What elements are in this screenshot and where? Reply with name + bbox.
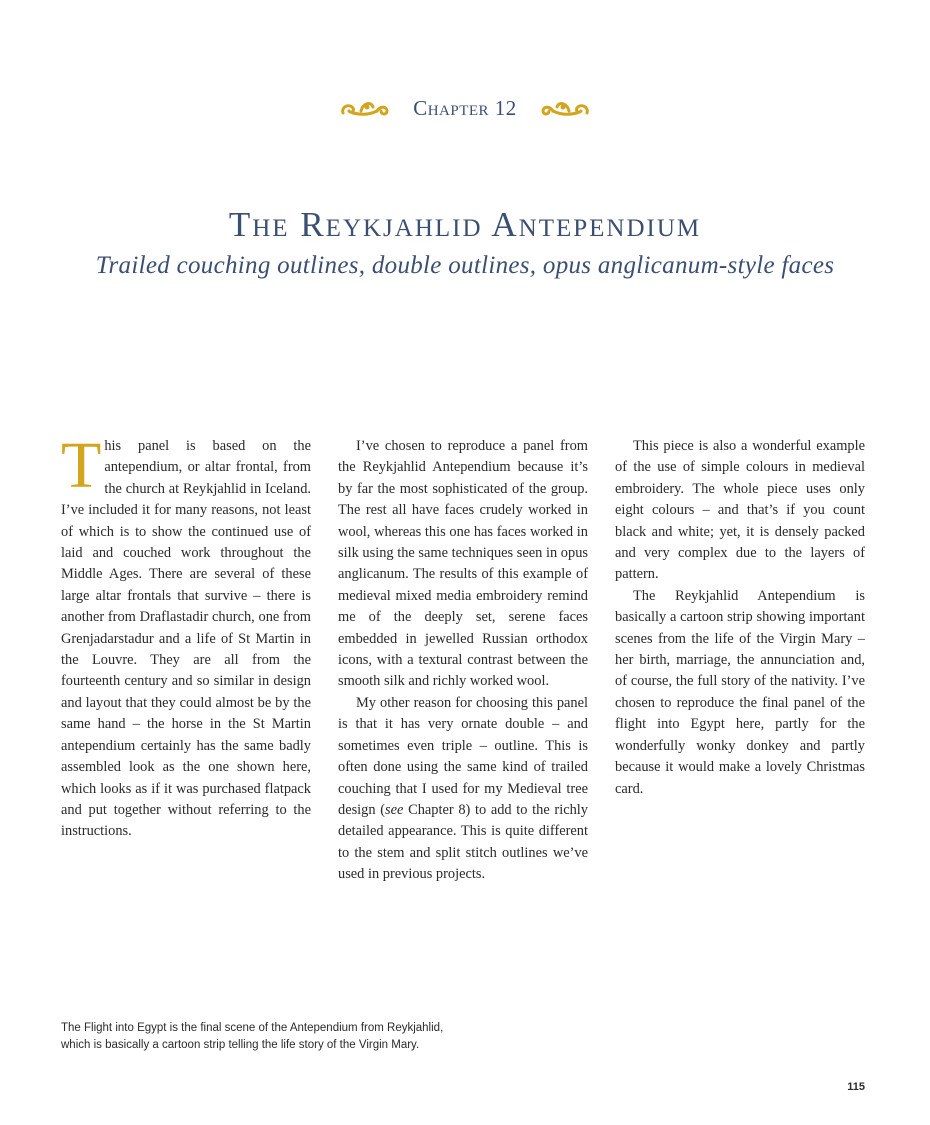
caption-line-1: The Flight into Egypt is the final scene of the Antependium from Reykjahlid, [61, 1022, 444, 1034]
column-1-paragraph: his panel is based on the antependium, or altar frontal, from the church at Reykjahlid in Iceland. I’ve included it for many reasons, not least of which is to show the continued use of laid and couched work throughout the Middle Ages. There are several of these large altar frontals that survive – there is another from Draflastadir church, one from Grenjadarstadur and a life of St Martin in the Louvre. They are all from the fourteenth century and so similar in design and layout that they could almost be by the same hand – the horse in the St Martin antependium certainly has the same badly assembled look as the one shown here, which looks as if it was purchased flatpack and put together without referring to the instructions. [61, 438, 311, 840]
drop-cap: T [61, 429, 102, 502]
text-column-3 [615, 436, 865, 800]
caption-line-2: which is basically a cartoon strip telling the life story of the Virgin Mary. [61, 1039, 420, 1051]
paragraph-text: My other reason for choosing this panel is that it has very ornate double – and sometimes even triple – outline. This is often done using the same kind of trailed couching that I used for my Medieval tree design ( [338, 694, 588, 818]
left-scroll-ornament-icon [339, 99, 391, 119]
paragraph-text: Chapter 8) to add to the richly detailed appearance. This is quite different to the stem and split stitch outlines we’ve used in previous projects. [338, 801, 588, 883]
see-reference: see [385, 801, 404, 818]
right-scroll-ornament-icon [539, 99, 591, 119]
column-2-paragraph-2 [338, 693, 588, 886]
chapter-label: Chapter 12 [413, 96, 517, 120]
page-title: The Reykjahlid Antependium [228, 205, 702, 244]
column-3-paragraph-1: This piece is also a wonderful example of the use of simple colours in medieval embroidery. The whole piece uses only eight colours – and that’s if you count black and white; yet, it is densely packed and very complex due to the layers of pattern. [615, 438, 865, 583]
text-column-2 [338, 436, 588, 886]
chapter-header [0, 96, 930, 121]
image-caption [61, 1020, 581, 1054]
column-2-paragraph-1: I’ve chosen to reproduce a panel from the Reykjahlid Antependium because it’s by far the most sophisticated of the group. The rest all have faces crudely worked in wool, whereas this one has faces worked in silk using the same techniques seen in opus anglicanum. The results of this example of medieval mixed media embroidery remind me of the deeply set, serene faces embedded in jewelled Russian orthodox icons, with a textural contrast between the smooth silk and richly worked wool. [338, 438, 588, 690]
page-subtitle: Trailed couching outlines, double outlines, opus anglicanum-style faces [95, 252, 835, 279]
column-3-paragraph-2: The Reykjahlid Antependium is basically a cartoon strip showing important scenes from the life of the Virgin Mary – her birth, marriage, the annunciation and, of course, the full story of the nativity. I’ve chosen to reproduce the final panel of the flight into Egypt here, partly for the wonderfully wonky donkey and partly because it would make a lovely Christmas card. [615, 587, 865, 797]
page-number: 115 [847, 1081, 865, 1093]
text-column-1 [61, 429, 311, 843]
